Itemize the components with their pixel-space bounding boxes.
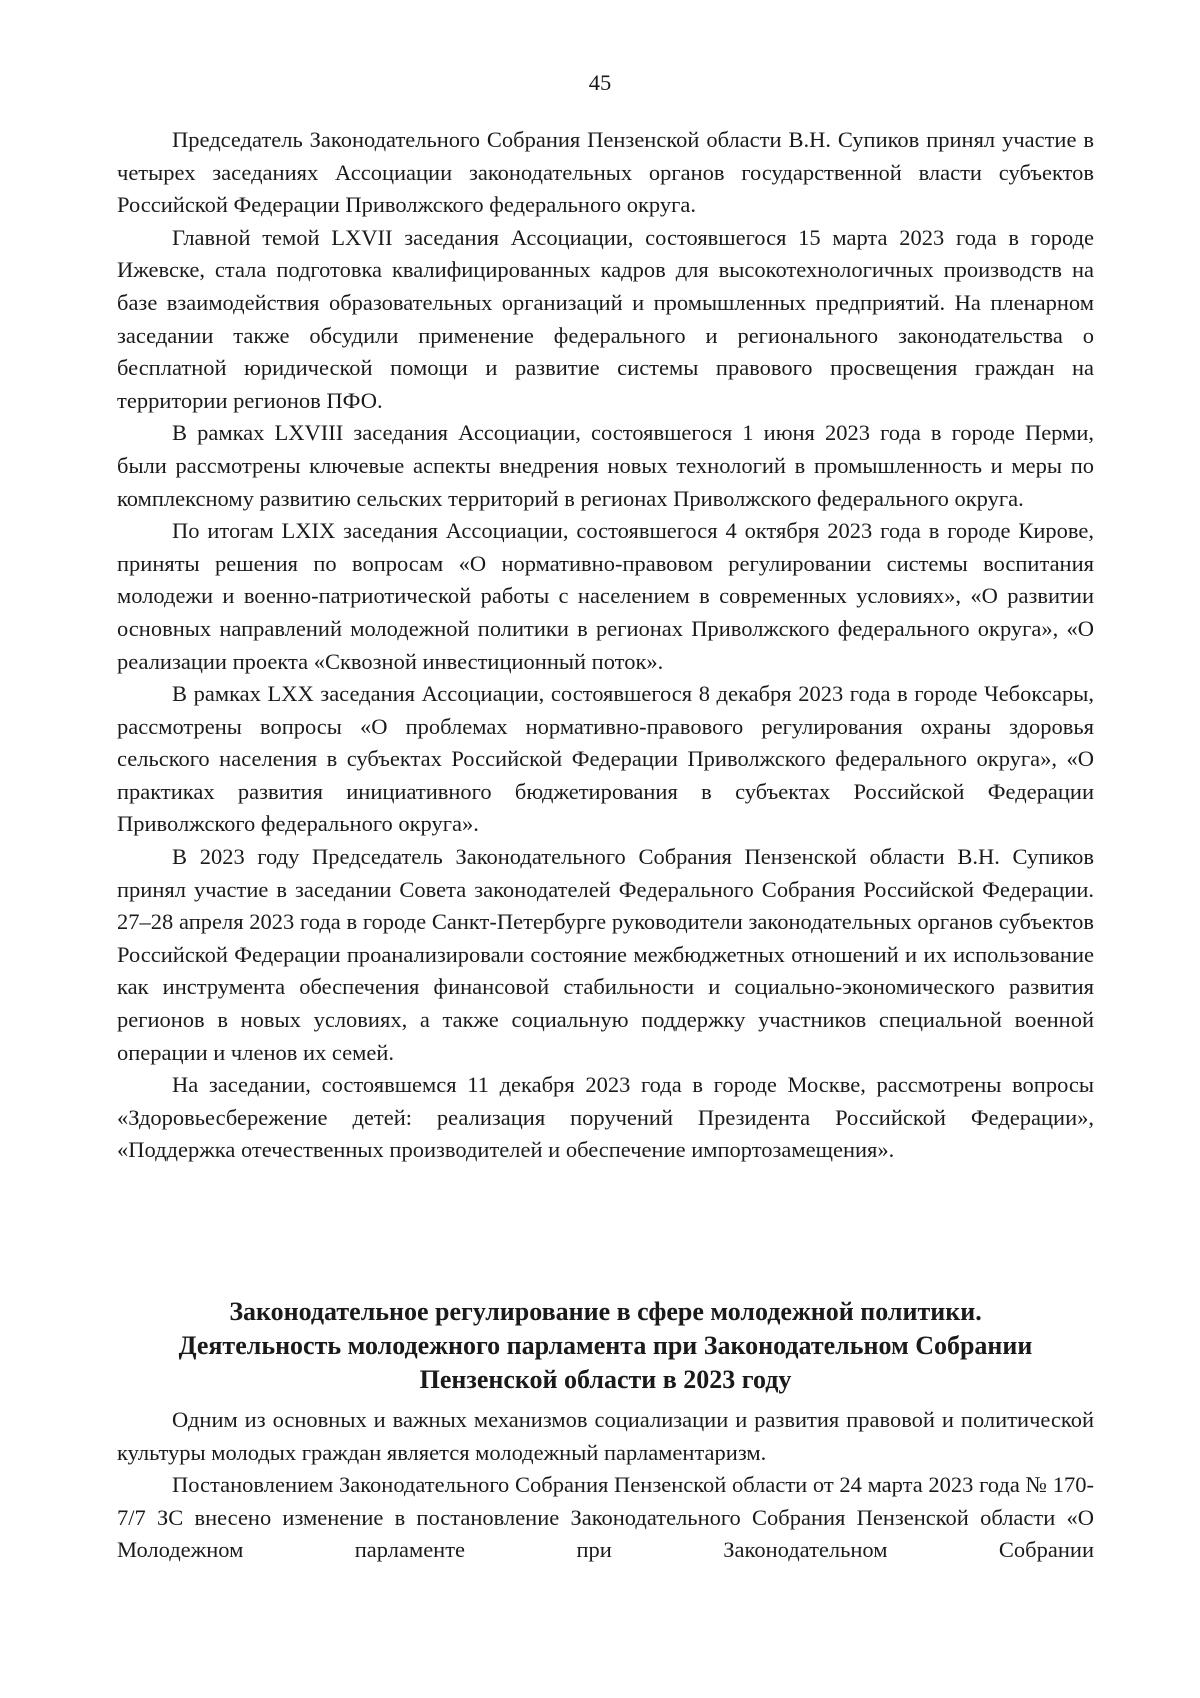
paragraph: Одним из основных и важных механизмов социализации и развития правовой и политической культуры молодых граждан является молодежный парламентаризм. — [117, 1407, 1094, 1465]
paragraph: Председатель Законодательного Собрания Пензенской области В.Н. Супиков принял участие в четырех заседаниях Ассоциации законодательных органов государственной власти субъектов Российской Федерации Приволжского федерального округа. — [117, 127, 1094, 218]
page-number: 45 — [588, 70, 612, 95]
section-heading-line: Пензенской области в 2023 году — [419, 1365, 792, 1394]
paragraph: В рамках LXVIII заседания Ассоциации, состоявшегося 1 июня 2023 года в городе Перми, были рассмотрены ключевые аспекты внедрения новых технологий в промышленность и меры по комплексному развитию сельских территорий в регионах Приволжского федерального округа. — [117, 420, 1094, 511]
paragraph: На заседании, состоявшемся 11 декабря 2023 года в городе Москве, рассмотрены вопросы «Здоровьесбережение детей: реализация поручений Президента Российской Федерации», «Поддержка отечественных производителей и обеспечение импортозамещения». — [117, 1072, 1094, 1163]
paragraph: Главной темой LXVII заседания Ассоциации, состоявшегося 15 марта 2023 года в городе Ижевске, стала подготовка квалифицированных кадров для высокотехнологичных производств на базе взаимодействия образовательных организаций и промышленных предприятий. На пленарном заседании также обсудили применение федерального и регионального законодательства о бесплатной юридической помощи и развитие системы правового просвещения граждан на территории регионов ПФО. — [117, 224, 1094, 413]
paragraph: По итогам LXIX заседания Ассоциации, состоявшегося 4 октября 2023 года в городе Кирове, приняты решения по вопросам «О нормативно-правовом регулировании системы воспитания молодежи и военно-патриотической работы с населением в современных условиях», «О развитии основных направлений молодежной политики в регионах Приволжского федерального округа», «О реализации проекта «Сквозной инвестиционный поток». — [117, 518, 1094, 674]
paragraph: В 2023 году Председатель Законодательного Собрания Пензенской области В.Н. Супиков принял участие в заседании Совета законодателей Федерального Собрания Российской Федерации. 27–28 апреля 2023 года в городе Санкт-Петербурге руководители законодательных органов субъектов Российской Федерации проанализировали состояние межбюджетных отношений и их использование как инструмента обеспечения финансовой стабильности и социально-экономического развития регионов в новых условиях, а также социальную поддержку участников специальной военной операции и членов их семей. — [117, 844, 1094, 1065]
paragraph: В рамках LXX заседания Ассоциации, состоявшегося 8 декабря 2023 года в городе Чебоксары, рассмотрены вопросы «О проблемах нормативно-правового регулирования охраны здоровья сельского населения в субъектах Российской Федерации Приволжского федерального округа», «О практиках развития инициативного бюджетирования в субъектах Российской Федерации Приволжского федерального округа». — [117, 681, 1094, 837]
section-heading-line: Деятельность молодежного парламента при Законодательном Собрании — [178, 1331, 1033, 1360]
paragraph: Постановлением Законодательного Собрания Пензенской области от 24 марта 2023 года № 170-7/7 ЗС внесено изменение в постановление Законодательного Собрания Пензенской области «О Молодежном парламенте при Законодательном Собрании — [117, 1472, 1094, 1563]
section-heading-line: Законодательное регулирование в сфере молодежной политики. — [229, 1297, 982, 1326]
document-body — [117, 124, 1094, 1167]
document-body-section — [117, 1404, 1094, 1567]
section-heading — [117, 1295, 1094, 1397]
